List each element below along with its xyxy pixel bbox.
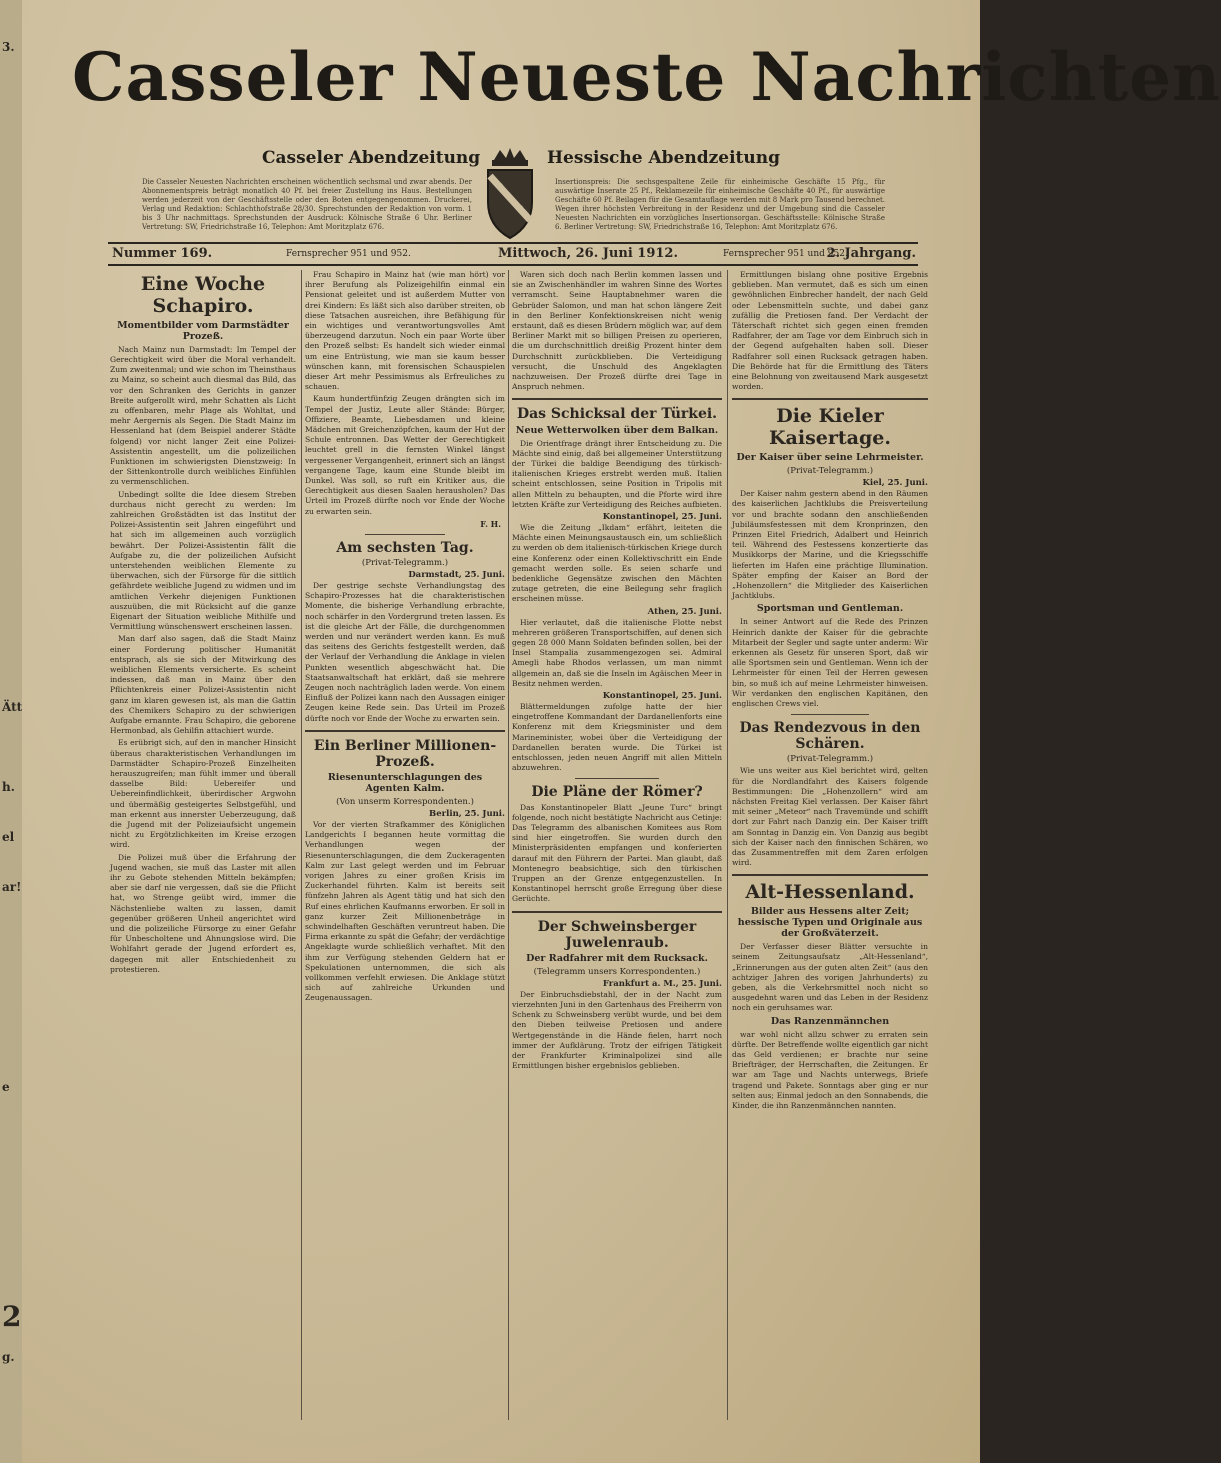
author-signature: F. H. <box>480 518 501 529</box>
paragraph: Der Verfasser dieser Blätter versuchte in seinem Zeitungsaufsatz „Alt-Hessenland“, „Erinnerungen aus der guten alten Zeit“ (aus den achtziger Jahren des vorigen Jahrhunderts) zu geben, als die Verkehrsmittel noch nicht so ausgedehnt waren und das Leben in der Residenz noch ein geruhsames war. <box>732 942 928 1013</box>
paragraph: Unbedingt sollte die Idee diesem Streben durchaus nicht gerecht zu werden: Im zahlreichen Großstädten ist das Institut der Polizei-Assistentin seit Jahren eingeführt und hat sich im allgemeinen auch vorzüglich bewährt. Der Polizei-Assistentin fällt die Aufgabe zu, die der polizeilichen Aufsicht unterstehenden weiblichen Elemente zu überwachen, sich der Fürsorge für die sittlich gefährdete weibliche Jugend zu widmen und im amtlichen Verkehr diejenigen Funktionen auszuüben, die mit Rücksicht auf die ganze Eigenart der Situation weibliche Mithilfe und Vermittlung wünschenswert erscheinen lassen. <box>110 489 296 632</box>
adjacent-page-edge <box>0 0 22 1463</box>
column-4 <box>732 270 928 1420</box>
paragraph: Frau Schapiro in Mainz hat (wie man hört) vor ihrer Berufung als Polizeigehilfin einmal ein Pensionat geleitet und ist außerdem Mutter von drei Kindern: Es läßt sich also darüber streiten, ob diese Tatsachen ausreichen, ihre Befähigung für ein wichtiges und verantwortungsvolles Amt überzeugend darzutun. Noch ein paar Worte über den Prozeß selbst: Es handelt sich wieder einmal um eine Entrüstung, wie man sie kaum besser wünschen kann, mit forensischen Schauspielen dieser Art mehr Pessimismus als Erfreuliches zu schauen. <box>305 270 505 392</box>
newspaper-page <box>22 0 1221 1463</box>
edge-text: ar! <box>2 880 22 894</box>
paragraph: Wie die Zeitung „Ikdam“ erfährt, leiteten die Mächte einen Meinungsaustausch ein, um schließlich zu werden ob dem italienisch-türkischen Kriege durch eine Konferenz oder einen Kollektivschritt ein Ende gemacht werden solle. Es seien scharfe und bedenkliche Gegensätze zwischen den Mächten zutage getreten, die eine Beilegung sehr fraglich erscheinen müsse. <box>512 522 722 604</box>
edge-text: e <box>2 1080 10 1094</box>
divider <box>305 730 505 732</box>
paragraph: Waren sich doch nach Berlin kommen lassen und sie an Zwischenhändler im wahren Sinne des Wortes verramscht. Seine Hauptabnehmer waren die Gebrüder Salomon, und man hat schon längere Zeit in den Berliner Konfektionskreisen nicht wenig erstaunt, daß es diesen Brüdern möglich war, auf dem Berliner Markt mit so billigen Preisen zu operieren, die um durchschnittlich dreißig Prozent hinter dem Durchschnitt zurückblieben. Die Verteidigung versucht, die Unschuld des Angeklagten nachzuweisen. Der Prozeß dürfte drei Tage in Anspruch nehmen. <box>512 270 722 392</box>
edge-text: g. <box>2 1350 15 1364</box>
paragraph: Wie uns weiter aus Kiel berichtet wird, gelten für die Nordlandfahrt des Kaisers folgende Bestimmungen: Die „Hohenzollern“ wird am nächsten Freitag Kiel verlassen. Der Kaiser fährt mit seiner „Meteor“ nach Travemünde und schifft dort zur Fahrt nach Danzig ein. Der Kaiser trifft am Sonntag in Danzig ein. Von Danzig aus begibt sich der Kaiser nach den finnischen Schären, wo das Zusammentreffen mit dem Zaren erfolgen wird. <box>732 766 928 868</box>
dateline: Kiel, 25. Juni. <box>862 478 928 489</box>
article-source: (Privat-Telegramm.) <box>786 754 874 765</box>
divider <box>732 874 928 876</box>
column-divider <box>727 270 728 1420</box>
divider <box>732 398 928 400</box>
article-subhead: Neue Wetterwolken über dem Balkan. <box>515 424 719 436</box>
edge-text: h. <box>2 780 15 794</box>
article-headline: Eine Woche Schapiro. <box>140 273 266 317</box>
article-subhead: Momentbilder vom Darmstädter Prozeß. <box>117 319 289 342</box>
subscription-notice: Die Casseler Neuesten Nachrichten erscheinen wöchentlich sechsmal und zwar abends. Der Abonnementspreis beträgt monatlich 40 Pf. bei freier Zustellung ins Haus. Bestellungen werden jederzeit von der Geschäftsstelle oder den Boten entgegengenommen. Druckerei, Verlag und Redaktion: Schlachthofstraße 28/30. Sprechstunden der Redaktion von vorm. 1 bis 3 Uhr nachmittags. Sprechstunden der Ausdruck: Kölnische Straße 6 Uhr. Berliner Vertretung: SW, Friedrichstraße 16, Telephon: Amt Moritzplatz 676. <box>142 178 472 231</box>
article-headline: Die Pläne der Römer? <box>531 784 703 801</box>
column-divider <box>508 270 509 1420</box>
paragraph: war wohl nicht allzu schwer zu erraten sein dürfte. Der Betreffende wollte eigentlich gar nicht das Geld verdienen; er brachte nur seine Briefträger, der Herrschaften, die Zeitungen. Er war am Tage und Nachts unterwegs, Briefe tragend und Pakete. Sonntags aber ging er nur selten aus; Einmal jedoch an den Sonnabends, die Kinder, die ihn Ranzenmännchen nannten. <box>732 1029 928 1111</box>
divider <box>512 398 722 400</box>
paragraph: Die Polizei muß über die Erfahrung der Jugend wachen, sie muß das Laster mit allen ihr zu Gebote stehenden Mitteln bekämpfen; aber sie darf nie vergessen, daß sie die Pflicht hat, wo Strenge geübt wird, immer die Nächstenliebe walten zu lassen, damit gegenüber größeren Unheil angerichtet wird und die polizeiliche Fürsorge zu einer Gefahr für Unbescholtene und Ahnungslose wird. Die Wohlfahrt gerade der Jugend erfordert es, dagegen mit aller Entschiedenheit zu protestieren. <box>110 852 296 974</box>
masthead-subtitle-right: Hessische Abendzeitung <box>547 148 781 168</box>
divider <box>365 534 445 535</box>
dateline: Darmstadt, 25. Juni. <box>408 569 505 580</box>
section-subhead: Das Ranzenmännchen <box>770 1015 890 1027</box>
paragraph: Der Kaiser nahm gestern abend in den Räumen des kaiserlichen Jachtklubs die Preisverteilung vor und brachte sodann den anschließenden Jubiläumsfestessen mit dem Kronprinzen, den Prinzen Eitel Friedrich, Adalbert und Heinrich teil. Während des Festessens konzertierte das Musikkorps der Marine, und die Kriegsschiffe lieferten im Hafen eine prächtige Illumination. Später empfing der Kaiser an Bord der „Hohenzollern“ die Mitglieder des Kaiserlichen Jachtklubs. <box>732 489 928 601</box>
section-subhead: Sportsman und Gentleman. <box>756 603 904 615</box>
article-subhead: Der Radfahrer mit dem Rucksack. <box>526 952 708 964</box>
divider <box>575 778 659 779</box>
masthead-subtitle-left: Casseler Abendzeitung <box>262 148 481 168</box>
paragraph: Nach Mainz nun Darmstadt: Im Tempel der Gerechtigkeit wird über die Moral verhandelt. Zum zweitenmal; und wie schon im Theinsthaus zu Mainz, so scheint auch diesmal das Bild, das vor den Schranken des Gerichts in ganzer Breite aufgerollt wird, mehr Schatten als Licht zu offenbaren, mehr Plage als Wohltat, und mehr Aergernis als Segen. Die Stadt Mainz im Hessenland hat (dem Beispiel anderer Städte folgend) vor nicht langer Zeit eine Polizei-Assistentin angestellt, um die polizeilichen Funktionen im schwierigsten Dienstzweig: In der Sittenkontrolle durch weibliches Einfühlen zu vermenschlichen. <box>110 344 296 487</box>
paragraph: Hier verlautet, daß die italienische Flotte nebst mehreren größeren Transportschiffen, auf denen sich gegen 28 000 Mann Soldaten befinden sollen, bei der Insel Stampalia zusammengezogen sei. Admiral Amegli habe Rhodos verlassen, um man nimmt allgemein an, daß sie die Inseln im Agäischen Meer in Besitz nehmen werden. <box>512 617 722 688</box>
article-source: (Privat-Telegramm.) <box>361 557 449 568</box>
article-subhead: Riesenunterschlagungen des Agenten Kalm. <box>327 772 483 794</box>
dateline: Athen, 25. Juni. <box>647 606 722 617</box>
paragraph: Das Konstantinopeler Blatt „Jeune Turc“ bringt folgende, noch nicht bestätigte Nachricht aus Cetinje: Das Telegramm des albanischen Komitees aus Rom sind hier eingetroffen. Sie wurden durch den Ministerpräsidenten empfangen und konferierten darauf mit den Führern der Partei. Man glaubt, daß Montenegro beabsichtige, sich den türkischen Truppen an der Grenze entgegenzustellen. In Konstantinopel herrscht große Erregung über diese Gerüchte. <box>512 802 722 904</box>
article-headline: Das Rendezvous in den Schären. <box>739 720 921 753</box>
column-2 <box>305 270 505 1420</box>
issue-info-bar <box>108 242 918 266</box>
paragraph: Der gestrige sechste Verhandlungstag des Schapiro-Prozesses hat die charakteristischen Momente, die bisherige Verhandlung erbrachte, noch schärfer in den Vordergrund treten lassen. Es ist die gleiche Art der Fälle, die durchgenommen werden und nur verändert werden kann. Es muß das seitens des Gerichts festgestellt werden, daß der Verlauf der Verhandlung die Anklage in vielen Punkten wesentlich abgeschwächt hat. Die Staatsanwaltschaft hat erklärt, daß sie mehrere Zeugen noch nachträglich laden werde. Von einem Einfluß der Polizei kann nach den Aussagen einiger Zeugen keine Rede sein. Das Urteil im Prozeß dürfte noch vor Ende der Woche zu erwarten sein. <box>305 580 505 723</box>
column-1 <box>110 270 296 1420</box>
phone-right: Fernsprecher 951 und 952. <box>723 249 848 259</box>
article-headline: Das Schicksal der Türkei. <box>516 406 718 423</box>
article-subhead: Der Kaiser über seine Lehrmeister. <box>736 452 924 464</box>
paragraph: Blättermeldungen zufolge hatte der hier eingetroffene Kommandant der Dardanellenforts eine Konferenz mit dem Kriegsminister und dem Marineminister, wobei über die Verteidigung der Dardanellen beraten wurde. Die Türkei ist entschlossen, jeden neuen Angriff mit allen Mitteln abzuwehren. <box>512 702 722 773</box>
dateline: Konstantinopel, 25. Juni. <box>602 511 722 522</box>
advertising-notice: Insertionspreis: Die sechsgespaltene Zeile für einheimische Geschäfte 15 Pfg., für auswärtige Inserate 25 Pf., Reklamezeile für einheimische Geschäfte 40 Pf., für auswärtige Geschäfte 60 Pf. Beilagen für die Gesamtauflage werden mit 8 Mark pro Tausend berechnet. Wegen ihrer höchsten Verbreitung in der Residenz und der Umgebung sind die Casseler Neuesten Nachrichten ein vorzügliches Insertionsorgan. Geschäftsstelle: Kölnische Straße 6. Berliner Vertretung: SW, Friedrichstraße 16, Telephon: Amt Moritzplatz 676. <box>555 178 885 231</box>
edge-text: el <box>2 830 15 844</box>
article-headline: Alt-Hessenland. <box>745 881 915 904</box>
volume-year: 2. Jahrgang. <box>826 246 916 261</box>
article-headline: Am sechsten Tag. <box>336 539 474 556</box>
article-source: (Von unserm Korrespondenten.) <box>336 797 474 807</box>
article-source: (Telegramm unsers Korrespondenten.) <box>533 966 701 977</box>
masthead-title: Casseler Neueste Nachrichten <box>72 38 1221 116</box>
divider <box>512 911 722 913</box>
article-headline: Die Kieler Kaisertage. <box>769 405 891 450</box>
phone-left: Fernsprecher 951 und 952. <box>286 249 411 259</box>
article-source: (Privat-Telegramm.) <box>786 466 874 477</box>
dateline: Konstantinopel, 25. Juni. <box>602 691 722 701</box>
edge-text: 3. <box>2 40 15 54</box>
dateline: Frankfurt a. M., 25. Juni. <box>602 978 722 989</box>
paragraph: Vor der vierten Strafkammer des Königlichen Landgerichts I begannen heute vormittag die Verhandlungen wegen der Riesenunterschlagungen, die dem Zuckeragenten Kalm zur Last gelegt werden und im Februar vorigen Jahres zu einer großen Krisis im Zuckerhandel führten. Kalm ist bereits seit fünfzehn Jahren als Agent tätig und hat sich den Ruf eines ehrlichen Kaufmanns erworben. Er soll in ganz kurzer Zeit Millionenbeträge in schwindelhaften Geschäften veruntreut haben. Die Firma erkannte zu spät die Gefahr; der verdächtige Angeklagte wurde schließlich verhaftet. Mit den ihm zur Verfügung stehenden Geldern hat er Spekulationen unternommen, die sich als vollkommen verfehlt erwiesen. Die Anklage stützt sich auf zahlreiche Urkunden und Zeugenaussagen. <box>305 820 505 1003</box>
article-subhead: Bilder aus Hessens alter Zeit; hessische Typen und Originale aus der Großväterzeit. <box>737 906 923 940</box>
paragraph: Der Einbruchsdiebstahl, der in der Nacht zum vierzehnten Juni in den Gartenhaus des Freiherrn von Schenk zu Schweinsberg verübt wurde, und bei dem den Dieben teilweise Pretiosen und andere Wertgegenstände in die Hände fielen, harrt noch immer der Aufklärung. Trotz der eifrigen Tätigkeit der Frankfurter Kriminalpolizei sind alle Ermittlungen bisher ergebnislos geblieben. <box>512 989 722 1071</box>
paragraph: Ermittlungen bislang ohne positive Ergebnis geblieben. Man vermutet, daß es sich um einen gewöhnlichen Einbrecher handelt, der nach Geld oder Lebensmitteln suchte, und dabei ganz zufällig die Pretiosen fand. Der Verdacht der Täterschaft richtet sich gegen einen fremden Radfahrer, der am Tage vor dem Einbruch sich in der Gegend aufgehalten haben soll. Dieser Radfahrer soll einen Rucksack getragen haben. Die Behörde hat für die Ermittlung des Täters eine Belohnung von zweitausend Mark ausgesetzt worden. <box>732 270 928 392</box>
coat-of-arms-icon <box>480 146 540 242</box>
paragraph: Es erübrigt sich, auf den in mancher Hinsicht überaus charakteristischen Verhandlungen im Darmstädter Schapiro-Prozeß Einzelheiten herauszugreifen; man fühlt immer und überall dasselbe Bild: Uebereifer und Uebereinfindlichkeit, überirdischer Argwohn und übermäßig gesteigertes Selbstgefühl, und man erkennt aus innerster Ueberzeugung, daß die Jugend mit der Polizeiaufsicht ungemein nicht zu Ergötzlichkeiten im Kreise erzogen wird. <box>110 738 296 850</box>
issue-date: Mittwoch, 26. Juni 1912. <box>498 246 678 261</box>
issue-number: Nummer 169. <box>112 246 213 261</box>
dateline: Berlin, 25. Juni. <box>429 809 505 819</box>
edge-text: 2 <box>2 1300 22 1333</box>
edge-text: Ätt <box>2 700 23 714</box>
article-headline: Der Schweinsberger Juwelenraub. <box>537 918 697 951</box>
paragraph: Man darf also sagen, daß die Stadt Mainz einer Forderung politischer Humanität entsprach, als sie sich der Mitwirkung des weiblichen Elements versicherte. Es scheint indessen, daß man in Mainz über den Pflichtenkreis einer Polizei-Assistentin nicht ganz im klaren gewesen ist, als man die Gattin des Chemikers Schapiro zu der schwierigen Aufgabe ernannte. Frau Schapiro, die geborene Hermonbad, als Gehilfin attachiert wurde. <box>110 634 296 736</box>
column-3 <box>512 270 722 1420</box>
column-divider <box>301 270 302 1420</box>
paragraph: Die Orientfrage drängt ihrer Entscheidung zu. Die Mächte sind einig, daß bei allgemeiner Unterstützung der Türkei die baldige Beendigung des türkisch-italienischen Krieges erstrebt werden muß. Italien scheint entschlossen, seine Position in Tripolis mit allen Mitteln zu behaupten, und die Pforte wird ihre letzten Kräfte zur Verteidigung des Reiches aufbieten. <box>512 438 722 509</box>
paragraph: Kaum hundertfünfzig Zeugen drängten sich im Tempel der Justiz, Leute aller Stände: Bürger, Offiziere, Beamte, Liebesdamen und kleine Mädchen mit Greichenzöpfchen, kaum der Hut der Schule entronnen. Das Wetter der Gerechtigkeit leuchtet grell in die fernsten Winkel längst vergessener Vergangenheit, erinnert sich an längst vergangene Tage, kaum eine Stunde bleibt im Dunkel. Was soll, so ruft ein Kritiker aus, die Gerechtigkeit aus diesen Saalen herausholen? Das Urteil im Prozeß dürfte noch vor Ende der Woche zu erwarten sein. <box>305 394 505 516</box>
paragraph: In seiner Antwort auf die Rede des Prinzen Heinrich dankte der Kaiser für die gebrachte Mitarbeit der Segler und sagte unter anderm: Wir erkennen als Gesetz für unseren Sport, daß wir alle Sportsmen sein und Gentleman. Wenn ich der Lehrmeister für einen Teil der Herren gewesen bin, so muß ich auf meine Lehrmeister hinweisen. Wir verdanken den englischen Kapitänen, den englischen Crews viel. <box>732 617 928 708</box>
divider <box>791 714 869 715</box>
article-headline: Ein Berliner Millionen-Prozeß. <box>313 737 497 770</box>
